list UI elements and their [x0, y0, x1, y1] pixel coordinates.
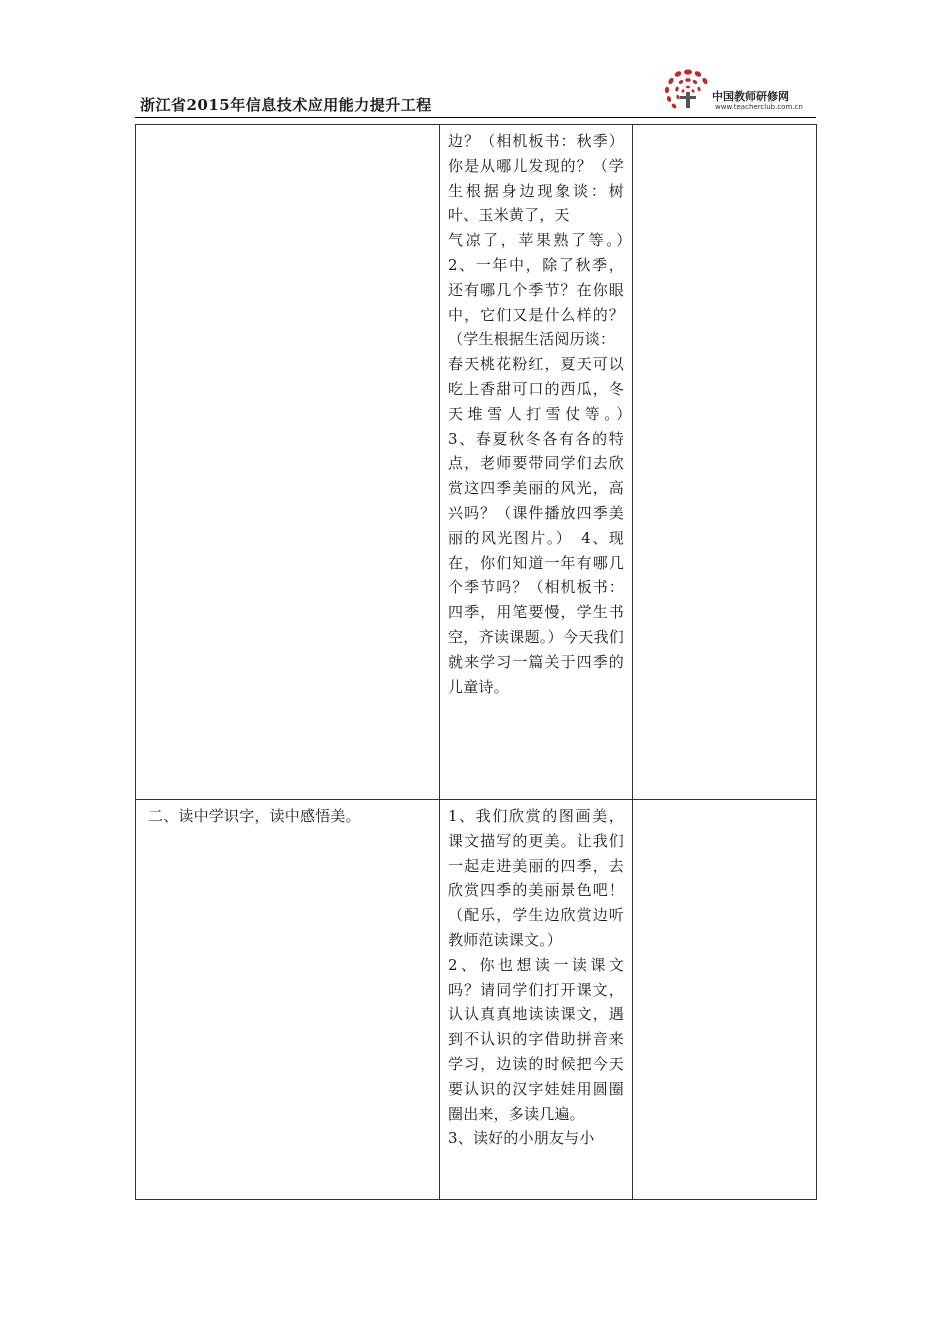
- activity-cell: [440, 125, 640, 800]
- activity-paragraph: 2、你也想读一读课文吗？请同学们打开课文，认认真真地读读课文，遇到不认识的字借助拼音来学习，边读的时候把今天要认识的汉字娃娃用圆圈圈出来，多读几遍。: [448, 955, 624, 1123]
- header-title: 浙江省2015年信息技术应用能力提升工程: [140, 96, 432, 114]
- teacher-club-logo: [660, 66, 820, 120]
- stage-cell: [136, 125, 440, 800]
- activity-paragraph: 1、我们欣赏的图画美，课文描写的更美。让我们一起走进美丽的四季，去欣赏四季的美丽景色吧！（配乐，学生边欣赏边听教师范读课文。）: [448, 807, 624, 949]
- logo-url: www.teacherclub.com.cn: [715, 103, 803, 111]
- activity-paragraph: 3、读好的小朋友与小: [448, 1129, 595, 1148]
- activity-paragraph: 气凉了，苹果熟了等。） 2、一年中，除了秋季，还有哪几个季节？在你眼中，它们又是什么样的？（学生根据生活阅历谈：: [448, 231, 640, 349]
- logo-name: 中国教师研修网: [712, 90, 789, 103]
- activity-paragraph: 边？（相机板书：秋季）你是从哪儿发现的？（学生根据身边现象谈：树叶、玉米黄了，天: [448, 132, 624, 225]
- stage-text: 二、读中学识字，读中感悟美。: [148, 807, 361, 825]
- table-row: [136, 800, 817, 1200]
- logo-flower-icon: [660, 66, 716, 116]
- notes-text: [633, 800, 816, 808]
- activity-paragraph: 春天桃花粉红，夏天可以吃上香甜可口的西瓜，冬天堆雪人打雪仗等。） 3、春夏秋冬各有各的特点，老师要带同学们去欣赏这四季美丽的风光，高兴吗？（课件播放四季美丽的风光图片。） 4、现在，你们知道一年有哪几个季节吗？（相机板书：四季，用笔要慢，学生书空，齐读课题。）今天我们就来学习一篇关于四季的儿童诗。: [448, 355, 640, 696]
- stage-cell: [136, 800, 440, 1200]
- header-divider: [135, 117, 816, 118]
- notes-text: [633, 125, 816, 133]
- activity-cell: [440, 800, 633, 1200]
- notes-cell: [633, 800, 817, 1200]
- stage-text: [136, 125, 439, 133]
- table-row: [136, 125, 817, 800]
- notes-cell: [633, 125, 817, 800]
- lesson-plan-table: [135, 124, 817, 1200]
